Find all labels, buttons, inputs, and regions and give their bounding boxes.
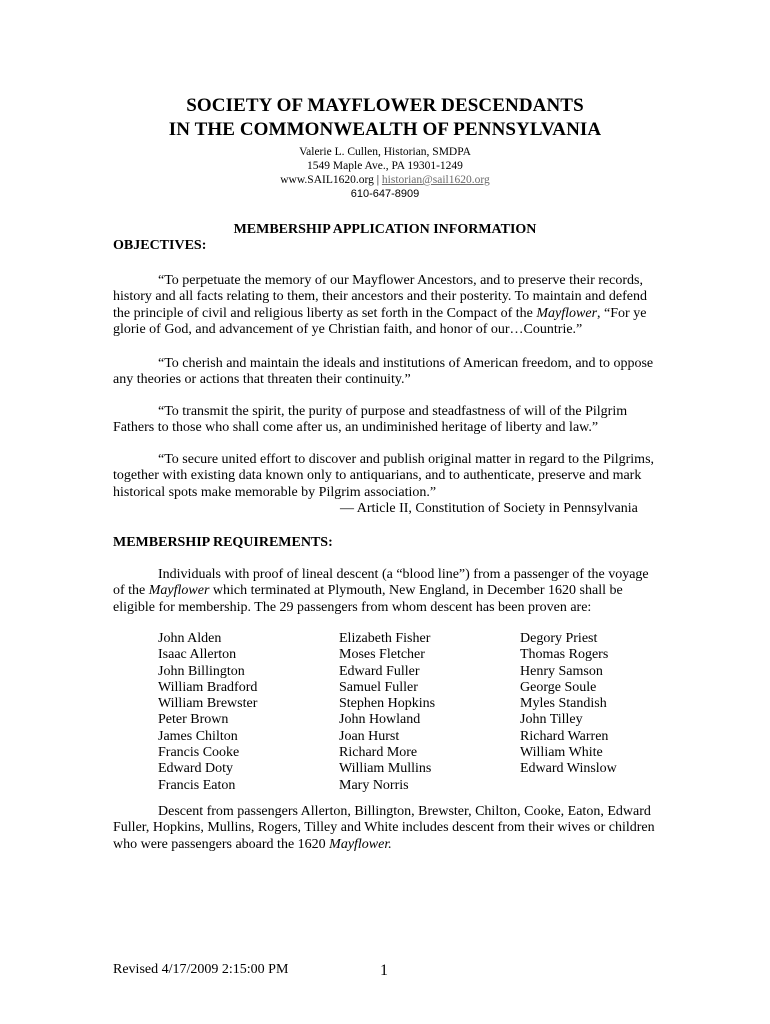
section-title: MEMBERSHIP APPLICATION INFORMATION <box>233 222 537 237</box>
passenger-name: Joan Hurst <box>339 728 400 744</box>
passenger-name: Francis Eaton <box>158 777 236 793</box>
objective-1-italic: Mayflower <box>536 305 598 321</box>
contact-line <box>0 173 770 187</box>
passenger-name: Elizabeth Fisher <box>339 631 431 646</box>
passenger-name: Peter Brown <box>158 712 229 728</box>
historian-line: Valerie L. Cullen, Historian, SMDPA <box>299 146 471 158</box>
passenger-name: Stephen Hopkins <box>339 696 436 712</box>
requirements-paragraph-1 <box>113 567 661 616</box>
passenger-name: Francis Cooke <box>158 745 240 761</box>
requirements-1-text-b: which terminated at Plymouth, New England, in December 1620 shall be eligible for membership. The 29 passengers from whom descent has been proven are: <box>113 583 623 615</box>
objective-1-text-b: , “For ye glorie of God, and advancement of ye Christian faith, and honor of our…Countrie.” <box>113 305 647 337</box>
passenger-name: William Mullins <box>339 761 432 777</box>
objective-4-text: “To secure united effort to discover and publish original matter in regard to the Pilgrims, together with existing data known only to antiquarians, and to authenticate, preserve and mark historical spots make memorable by Pilgrim association.” <box>113 452 655 500</box>
passenger-name: William Bradford <box>158 679 258 695</box>
passenger-name: James Chilton <box>158 728 238 744</box>
objectives-heading: OBJECTIVES: <box>113 238 207 253</box>
passenger-name: William Brewster <box>158 696 258 712</box>
address-line: 1549 Maple Ave., PA 19301-1249 <box>307 160 463 172</box>
passenger-name: Henry Samson <box>520 663 603 679</box>
passenger-name: John Alden <box>158 631 222 646</box>
passenger-name: Edward Doty <box>158 761 234 777</box>
website-link[interactable]: www.SAIL1620.org <box>280 174 374 186</box>
objective-3-text: “To transmit the spirit, the purity of purpose and steadfastness of will of the Pilgrim Fathers to those who shall come after us, an undiminished heritage of liberty and law.” <box>113 404 628 436</box>
passenger-name: Richard Warren <box>520 728 609 744</box>
passenger-list <box>158 631 678 801</box>
passenger-column-3 <box>520 631 617 778</box>
constitution-attribution: — Article II, Constitution of Society in Pennsylvania <box>340 501 638 516</box>
objective-paragraph-1 <box>113 273 661 338</box>
requirements-1-text-a: Individuals with proof of lineal descent (a “blood line”) from a passenger of the voyage of the <box>113 567 649 599</box>
email-link[interactable]: historian@sail1620.org <box>381 174 490 186</box>
passenger-name: William White <box>520 745 603 761</box>
passenger-name: Edward Fuller <box>339 663 420 679</box>
passenger-column-2 <box>339 631 435 794</box>
page-number: 1 <box>380 962 388 979</box>
passenger-name: Myles Standish <box>520 696 607 712</box>
passenger-name: George Soule <box>520 679 597 695</box>
passenger-name: Thomas Rogers <box>520 647 609 663</box>
passenger-name: John Tilley <box>520 712 583 728</box>
passenger-name: Mary Norris <box>339 777 409 793</box>
requirements-heading: MEMBERSHIP REQUIREMENTS: <box>113 535 333 550</box>
title-line-1: SOCIETY OF MAYFLOWER DESCENDANTS <box>186 95 584 116</box>
objective-1-text-a: “To perpetuate the memory of our Mayflower Ancestors, and to preserve their records, history and all facts relating to them, their ancestors and their posterity. To maintain and defend the principle of civil and religious liberty as set forth in the Compact of the <box>113 273 647 321</box>
passenger-column-1 <box>158 631 257 794</box>
objective-paragraph-2 <box>113 356 661 389</box>
passenger-name: Richard More <box>339 745 418 761</box>
passenger-name: John Howland <box>339 712 421 728</box>
requirements-2-italic: Mayflower. <box>329 836 392 852</box>
passenger-name: Edward Winslow <box>520 761 617 777</box>
revision-date: Revised 4/17/2009 2:15:00 PM <box>113 962 289 977</box>
objective-paragraph-4 <box>113 452 661 501</box>
requirements-1-italic: Mayflower <box>148 583 210 599</box>
requirements-2-text: Descent from passengers Allerton, Billington, Brewster, Chilton, Cooke, Eaton, Edward Fuller, Hopkins, Mullins, Rogers, Tilley and White includes descent from their wives or children who were passengers aboard the 1620 <box>113 804 655 852</box>
passenger-name: John Billington <box>158 663 245 679</box>
objective-paragraph-3 <box>113 404 661 437</box>
passenger-name: Degory Priest <box>520 631 598 646</box>
requirements-paragraph-2 <box>113 804 661 853</box>
title-line-2: IN THE COMMONWEALTH OF PENNSYLVANIA <box>168 119 602 140</box>
passenger-name: Moses Fletcher <box>339 647 425 663</box>
passenger-name: Isaac Allerton <box>158 647 237 663</box>
contact-separator: | <box>373 174 382 186</box>
objective-2-text: “To cherish and maintain the ideals and institutions of American freedom, and to oppose any theories or actions that threaten their continuity.” <box>113 356 654 388</box>
passenger-name: Samuel Fuller <box>339 679 418 695</box>
phone-line: 610-647-8909 <box>350 188 420 200</box>
